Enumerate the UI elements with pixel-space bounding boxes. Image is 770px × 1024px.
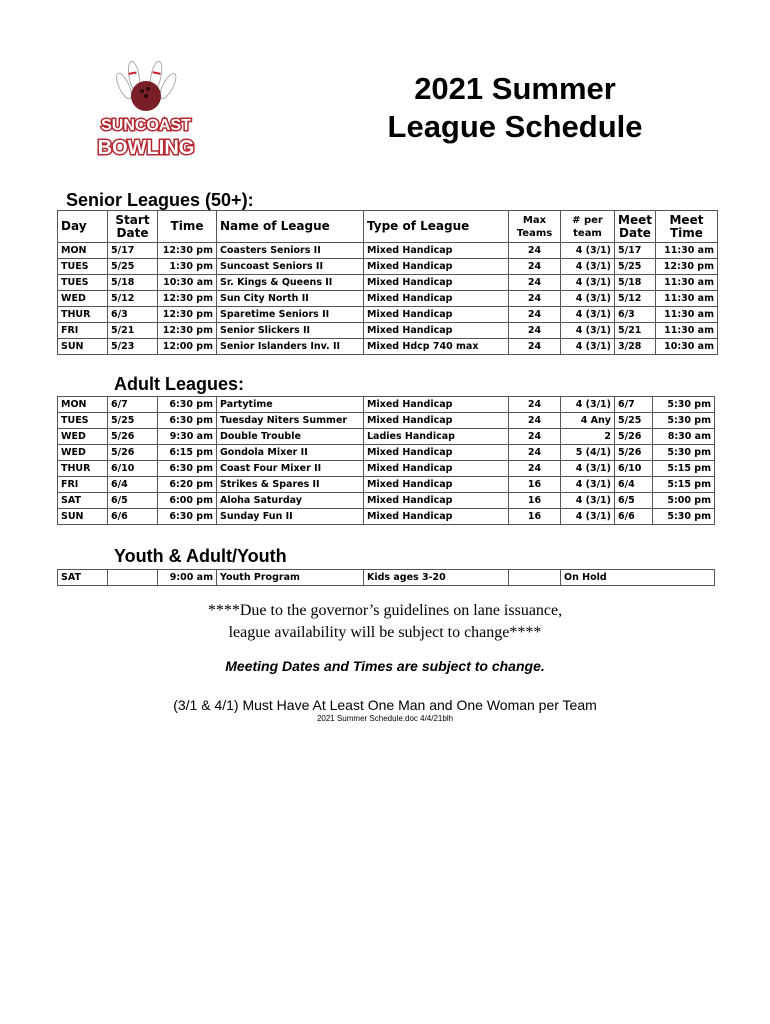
cell-meet-date: 6/3 [615,307,656,323]
youth-heading: Youth & Adult/Youth [114,546,287,566]
governor-note [0,600,770,644]
cell-per-team: 2 [561,429,615,445]
cell-day: WED [58,429,108,445]
title-line2: League Schedule [387,109,643,144]
cell-per-team: 4 (3/1) [561,493,615,509]
cell-day: TUES [58,275,108,291]
header-type: Type of League [364,211,509,243]
title-line1: 2021 Summer [414,71,616,106]
cell-meet-time: 11:30 am [655,323,717,339]
cell-type: Mixed Handicap [364,291,509,307]
header-meet-time: Meet Time [655,211,717,243]
cell-max: 24 [509,461,561,477]
cell-per-team: 4 (3/1) [561,275,615,291]
cell-time: 12:30 pm [158,243,217,259]
cell-name: Youth Program [217,570,364,586]
cell-meet-date: 5/21 [615,323,656,339]
cell-name: Aloha Saturday [217,493,364,509]
cell-meet-date: 5/26 [615,429,653,445]
header-meet-date: Meet Date [615,211,656,243]
cell-time: 6:30 pm [158,413,217,429]
team-rule-note: (3/1 & 4/1) Must Have At Least One Man and One Woman per Team [173,697,597,713]
cell-max: 24 [509,259,561,275]
cell-start: 6/6 [108,509,158,525]
cell-day: FRI [58,323,108,339]
cell-type: Ladies Handicap [364,429,509,445]
adult-heading: Adult Leagues: [114,374,245,394]
cell-type: Mixed Handicap [364,323,509,339]
cell-per-team: 4 (3/1) [561,477,615,493]
cell-type: Mixed Hdcp 740 max [364,339,509,355]
cell-time: 12:30 pm [158,307,217,323]
cell-day: WED [58,445,108,461]
table-row [58,323,718,339]
cell-name: Sun City North II [217,291,364,307]
cell-max: 24 [509,397,561,413]
cell-name: Partytime [217,397,364,413]
cell-per-team: 4 (3/1) [561,307,615,323]
cell-meet-date: 5/25 [615,259,656,275]
cell-start: 5/21 [108,323,158,339]
cell-meet-date: 6/5 [615,493,653,509]
table-row [58,243,718,259]
cell-time: 6:00 pm [158,493,217,509]
cell-meet-time: 12:30 pm [655,259,717,275]
cell-name: Senior Islanders Inv. II [217,339,364,355]
cell-day: TUES [58,413,108,429]
cell-meet-time: 8:30 am [653,429,715,445]
cell-meet-time: 11:30 am [655,275,717,291]
cell-type: Mixed Handicap [364,397,509,413]
cell-max: 24 [509,323,561,339]
cell-meet-time: 5:00 pm [653,493,715,509]
cell-meet-time: 5:30 pm [653,413,715,429]
cell-max: 24 [509,339,561,355]
cell-time: 1:30 pm [158,259,217,275]
adult-table [57,396,715,525]
cell-time: 6:20 pm [158,477,217,493]
cell-max: 24 [509,275,561,291]
logo-line2: BOWLING [97,137,195,159]
governor-note-line1: ****Due to the governor’s guidelines on lane issuance, [207,602,563,619]
table-row [58,307,718,323]
cell-type: Mixed Handicap [364,259,509,275]
cell-name: Sr. Kings & Queens II [217,275,364,291]
cell-time: 6:30 pm [158,397,217,413]
cell-type: Kids ages 3-20 [364,570,509,586]
cell-start: 6/3 [108,307,158,323]
table-row [58,397,715,413]
cell-time: 12:30 pm [158,323,217,339]
cell-max: 16 [509,477,561,493]
cell-per-team: 4 (3/1) [561,259,615,275]
cell-time: 10:30 am [158,275,217,291]
cell-meet-date: 3/28 [615,339,656,355]
cell-meet-date: 5/26 [615,445,653,461]
table-row [58,413,715,429]
cell-day: THUR [58,461,108,477]
cell-name: Sparetime Seniors II [217,307,364,323]
cell-time: 6:15 pm [158,445,217,461]
cell-meet-time: 11:30 am [655,291,717,307]
cell-time: 6:30 pm [158,509,217,525]
suncoast-bowling-logo [94,58,198,168]
cell-type: Mixed Handicap [364,413,509,429]
cell-day: SUN [58,509,108,525]
cell-type: Mixed Handicap [364,275,509,291]
cell-max: 24 [509,243,561,259]
cell-start: 5/25 [108,413,158,429]
cell-meet-time: 5:15 pm [653,477,715,493]
cell-meet-time: 11:30 am [655,243,717,259]
cell-time: 12:00 pm [158,339,217,355]
cell-max: 24 [509,307,561,323]
cell-per-team: 5 (4/1) [561,445,615,461]
cell-meet-time: 11:30 am [655,307,717,323]
cell-start: 5/17 [108,243,158,259]
table-row [58,509,715,525]
cell-max: 24 [509,429,561,445]
cell-meet-date: 5/17 [615,243,656,259]
senior-heading: Senior Leagues (50+): [66,190,254,210]
cell-day: SUN [58,339,108,355]
cell-day: TUES [58,259,108,275]
cell-status: On Hold [561,570,715,586]
cell-start: 5/18 [108,275,158,291]
cell-time: 6:30 pm [158,461,217,477]
cell-meet-time: 5:30 pm [653,445,715,461]
cell-meet-time: 5:30 pm [653,397,715,413]
header-per-team: # per team [561,211,615,243]
header-name: Name of League [217,211,364,243]
cell-day: SAT [58,570,108,586]
cell-type: Mixed Handicap [364,493,509,509]
cell-meet-time: 5:30 pm [653,509,715,525]
cell-name: Suncoast Seniors II [217,259,364,275]
cell-per-team: 4 (3/1) [561,339,615,355]
cell-time: 12:30 pm [158,291,217,307]
footer-note: 2021 Summer Schedule.doc 4/4/21blh [316,714,454,723]
cell-max: 24 [509,445,561,461]
cell-name: Sunday Fun II [217,509,364,525]
cell-start: 5/23 [108,339,158,355]
cell-meet-date: 5/12 [615,291,656,307]
table-row [58,291,718,307]
cell-start: 6/5 [108,493,158,509]
cell-meet-date: 6/4 [615,477,653,493]
cell-day: SAT [58,493,108,509]
cell-name: Senior Slickers II [217,323,364,339]
cell-per-team: 4 (3/1) [561,461,615,477]
cell-per-team: 4 (3/1) [561,323,615,339]
table-row [58,259,718,275]
cell-meet-time: 10:30 am [655,339,717,355]
header-day: Day [58,211,108,243]
cell-type: Mixed Handicap [364,307,509,323]
cell-meet-date: 6/10 [615,461,653,477]
cell-meet-time: 5:15 pm [653,461,715,477]
table-row [58,445,715,461]
cell-day: MON [58,397,108,413]
cell-name: Double Trouble [217,429,364,445]
cell-start: 6/7 [108,397,158,413]
cell-max: 16 [509,493,561,509]
cell-per-team: 4 (3/1) [561,243,615,259]
cell-per-team: 4 Any [561,413,615,429]
cell-max: 24 [509,413,561,429]
cell-start: 5/26 [108,429,158,445]
cell-day: THUR [58,307,108,323]
cell-start: 5/25 [108,259,158,275]
cell-type: Mixed Handicap [364,477,509,493]
cell-start [108,570,158,586]
header-start-date: Start Date [108,211,158,243]
logo-line1: SUNCOAST [101,117,191,134]
cell-per-team: 4 (3/1) [561,397,615,413]
cell-time: 9:30 am [158,429,217,445]
senior-header-row [58,211,718,243]
cell-start: 6/4 [108,477,158,493]
cell-meet-date: 5/25 [615,413,653,429]
governor-note-line2: league availability will be subject to change**** [228,624,542,641]
cell-type: Mixed Handicap [364,445,509,461]
cell-per-team: 4 (3/1) [561,291,615,307]
cell-type: Mixed Handicap [364,243,509,259]
cell-max: 24 [509,291,561,307]
cell-meet-date: 6/6 [615,509,653,525]
cell-max: 16 [509,509,561,525]
table-row [58,477,715,493]
cell-name: Strikes & Spares II [217,477,364,493]
cell-per-team: 4 (3/1) [561,509,615,525]
cell-name: Coast Four Mixer II [217,461,364,477]
cell-meet-date: 6/7 [615,397,653,413]
cell-day: MON [58,243,108,259]
page-title [360,70,670,146]
cell-time: 9:00 am [158,570,217,586]
cell-type: Mixed Handicap [364,509,509,525]
cell-start: 5/12 [108,291,158,307]
cell-start: 6/10 [108,461,158,477]
cell-max [509,570,561,586]
cell-start: 5/26 [108,445,158,461]
header-max-teams: Max Teams [509,211,561,243]
cell-name: Tuesday Niters Summer [217,413,364,429]
table-row [58,275,718,291]
cell-day: WED [58,291,108,307]
youth-table [57,569,715,586]
table-row [58,461,715,477]
table-row [58,570,715,586]
cell-day: FRI [58,477,108,493]
table-row [58,429,715,445]
senior-table [57,210,718,355]
cell-name: Coasters Seniors II [217,243,364,259]
subject-to-change-note: Meeting Dates and Times are subject to change. [225,658,545,674]
cell-meet-date: 5/18 [615,275,656,291]
cell-name: Gondola Mixer II [217,445,364,461]
header-time: Time [158,211,217,243]
table-row [58,493,715,509]
cell-type: Mixed Handicap [364,461,509,477]
table-row [58,339,718,355]
